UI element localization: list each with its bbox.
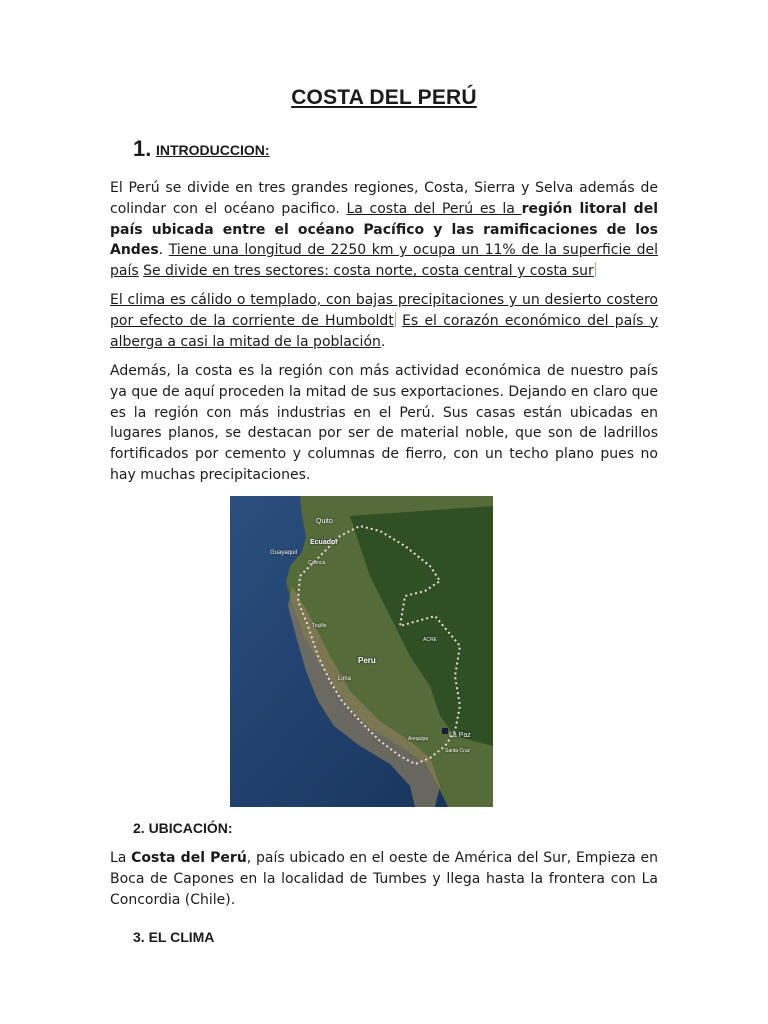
map-label-lima: Lima xyxy=(338,676,352,682)
map-label-acre: ACRE xyxy=(423,637,437,643)
intro-p2-punct: . xyxy=(380,333,386,350)
page-title: COSTA DEL PERÚ xyxy=(291,86,477,109)
location-paragraph xyxy=(110,848,658,910)
location-text-rest: , país ubicado en el oeste de América del Sur, Empieza en Boca de Capones en la localidad de Tumbes y llega hasta la frontera con La Concordia (Chile). xyxy=(110,850,658,908)
map-label-arequipa: Arequipa xyxy=(408,736,429,742)
location-text-bold: Costa del Perú xyxy=(131,850,247,866)
intro-p2-climate: El clima es cálido o templado, con bajas precipitaciones y un desierto costero por efecto de la corriente de Humboldt xyxy=(110,292,658,329)
map-label-la-paz: La Paz xyxy=(449,732,471,739)
intro-p1-underlined: La costa del Perú es la xyxy=(346,200,522,217)
map-label-cuenca: Cuenca xyxy=(308,560,326,566)
location-text-start: La xyxy=(110,850,132,866)
map-label-guayaquil: Guayaquil xyxy=(270,550,298,556)
intro-p1-length: Tiene una longitud de 2250 km y ocupa un 11% de la superficie del país xyxy=(110,242,658,280)
peru-map-image xyxy=(230,496,493,807)
map-label-trujillo: Trujillo xyxy=(312,623,327,629)
section-1-number: 1. xyxy=(133,136,152,161)
map-label-santa-cruz: Santa Cruz xyxy=(445,748,471,754)
map-label-ecuador: Ecuador xyxy=(310,539,339,546)
map-label-peru: Peru xyxy=(358,656,376,665)
map-graphic xyxy=(230,496,493,807)
section-1-heading: INTRODUCCION: xyxy=(156,142,270,158)
intro-p1-bold: región litoral del país ubicada entre el océano Pacífico y las ramificaciones de los Andes xyxy=(110,200,658,259)
section-2-heading: 2. UBICACIÓN: xyxy=(133,820,233,836)
map-label-quito: Quito xyxy=(316,518,333,525)
intro-paragraph-1 xyxy=(110,178,658,282)
intro-p2-economy: Es el corazón económico del país y alberga a casi la mitad de la población xyxy=(110,312,658,350)
intro-paragraph-2 xyxy=(110,290,658,352)
text-cursor xyxy=(595,262,596,277)
intro-paragraph-3: Además, la costa es la región con más actividad económica de nuestro país ya que de aquí proceden la mitad de sus exportaciones. Dejando en claro que es la región con más industrias en el Perú. Sus casas están ubicadas en lugares planos, se destacan por ser de material noble, que son de ladrillos fortificados por cemento y columnas de fierro, con un techo plano pues no hay muchas precipitaciones. xyxy=(110,363,658,483)
intro-p1-punct: . xyxy=(158,242,169,259)
section-3-heading: 3. EL CLIMA xyxy=(133,929,215,945)
intro-p1-sectors: Se divide en tres sectores: costa norte, costa central y costa sur xyxy=(143,263,594,280)
intro-p1-text: El Perú se divide en tres grandes regiones, Costa, Sierra y Selva además de colindar con el océano pacifico. xyxy=(110,180,658,217)
